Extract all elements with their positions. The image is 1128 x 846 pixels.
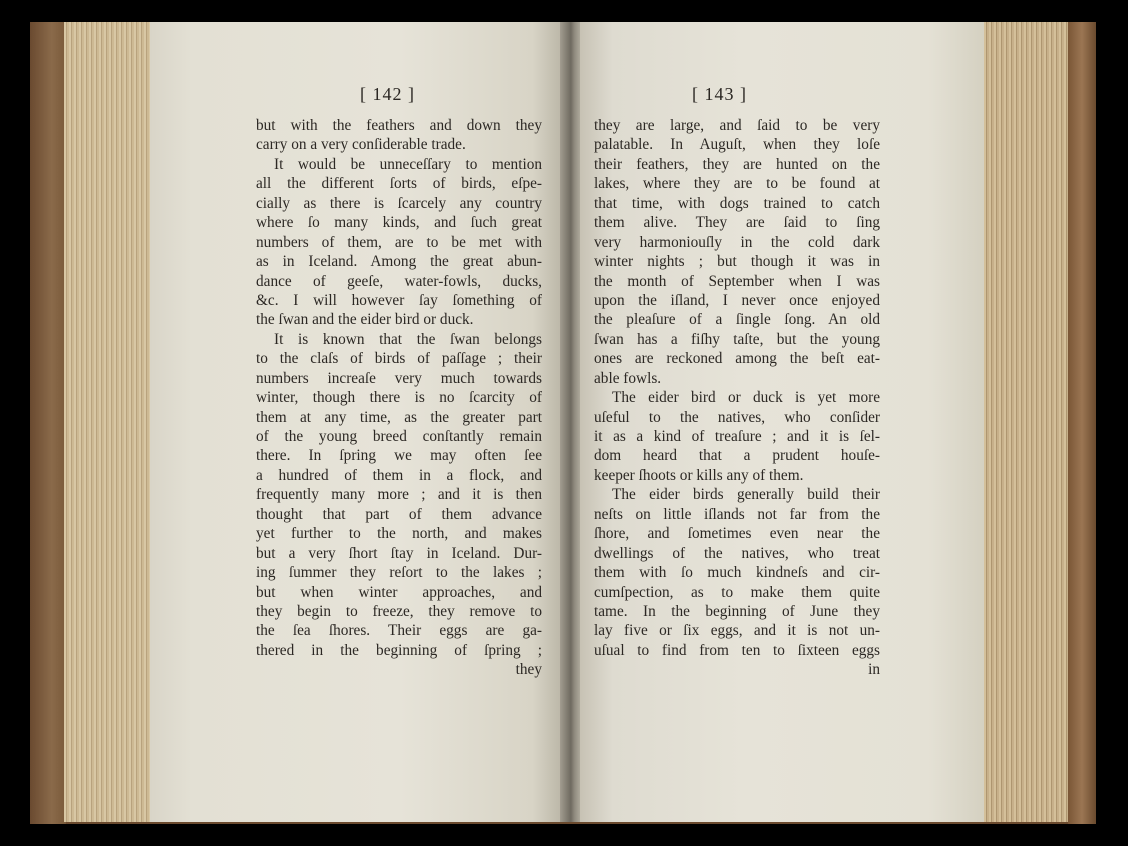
- right-line-2: palatable. In Auguſt, when they loſe: [594, 136, 880, 154]
- left-page-text: [256, 116, 542, 680]
- right-line-15: The eider bird or duck is yet more: [612, 389, 880, 407]
- left-line-12: It is known that the ſwan belongs: [274, 330, 542, 348]
- left-line-14: numbers increaſe very much towards: [256, 369, 542, 387]
- right-line-9: the month of September when I was: [594, 272, 880, 290]
- left-line-2: carry on a very conſiderable trade.: [256, 136, 466, 154]
- left-page-number: [ 142 ]: [360, 84, 415, 104]
- right-line-22: ſhore, and ſometimes even near the: [594, 525, 880, 543]
- right-line-20: The eider birds generally build their: [612, 486, 880, 504]
- right-line-4: lakes, where they are to be found at: [594, 175, 880, 193]
- right-line-14: able fowls.: [594, 369, 662, 387]
- right-line-7: very harmoniouſly in the cold dark: [594, 233, 880, 251]
- left-line-10: &c. I will however ſay ſomething of: [256, 291, 542, 309]
- right-line-6: them alive. They are ſaid to ſing: [594, 214, 880, 232]
- right-line-28: uſual to find from ten to ſixteen eggs: [594, 641, 880, 659]
- left-line-27: the ſea ſhores. Their eggs are ga-: [256, 622, 542, 640]
- left-line-18: there. In ſpring we may often ſee: [256, 447, 542, 465]
- right-line-10: upon the iſland, I never once enjoyed: [594, 291, 880, 309]
- left-line-13: to the claſs of birds of paſſage ; their: [256, 350, 542, 368]
- left-line-4: all the different ſorts of birds, eſpe-: [256, 175, 542, 193]
- right-line-21: neſts on little iſlands not far from the: [594, 505, 880, 523]
- left-line-28: thered in the beginning of ſpring ;: [256, 641, 542, 659]
- left-line-17: of the young breed conſtantly remain: [256, 428, 542, 445]
- right-line-25: cumſpection, as to make them quite: [594, 583, 880, 601]
- right-cover-edge: [1068, 22, 1096, 824]
- left-line-9: dance of geeſe, water-fowls, ducks,: [256, 272, 542, 290]
- right-line-27: lay five or ſix eggs, and it is not un-: [594, 622, 880, 640]
- left-line-3: It would be unneceſſary to mention: [274, 155, 542, 173]
- left-line-21: thought that part of them advance: [256, 505, 542, 523]
- left-line-24: ing ſummer they reſort to the lakes ;: [256, 564, 542, 582]
- right-line-12: ſwan has a fiſhy taſte, but the young: [594, 330, 880, 348]
- right-page-text: [594, 116, 880, 680]
- left-line-6: where ſo many kinds, and ſuch great: [256, 214, 542, 232]
- left-line-15: winter, though there is no ſcarcity of: [256, 389, 542, 407]
- left-cover-edge: [30, 22, 66, 824]
- right-line-18: dom heard that a prudent houſe-: [594, 447, 880, 465]
- right-line-3: their feathers, they are hunted on the: [594, 155, 880, 173]
- right-line-19: keeper ſhoots or kills any of them.: [594, 466, 804, 484]
- left-line-19: a hundred of them in a flock, and: [256, 466, 542, 484]
- left-line-5: cially as there is ſcarcely any country: [256, 194, 542, 212]
- right-line-24: them with ſo much kindneſs and cir-: [594, 564, 880, 582]
- right-line-26: tame. In the beginning of June they: [594, 602, 880, 620]
- right-line-1: they are large, and ſaid to be very: [594, 117, 880, 134]
- right-line-23: dwellings of the natives, who treat: [594, 544, 880, 562]
- left-line-20: frequently many more ; and it is then: [256, 486, 542, 504]
- left-line-16: them at any time, as the greater part: [256, 408, 542, 426]
- left-line-8: as in Iceland. Among the great abun-: [256, 253, 542, 271]
- left-line-1: but with the feathers and down they: [256, 117, 542, 134]
- left-line-11: the ſwan and the eider bird or duck.: [256, 311, 474, 329]
- left-line-22: yet further to the north, and makes: [256, 525, 542, 543]
- right-line-17: it as a kind of treaſure ; and it is ſel-: [594, 428, 880, 445]
- right-line-8: winter nights ; but though it was in: [594, 253, 880, 271]
- right-page-number: [ 143 ]: [692, 84, 747, 104]
- right-line-13: ones are reckoned among the beſt eat-: [594, 350, 880, 368]
- right-line-11: the pleaſure of a ſingle ſong. An old: [594, 311, 880, 329]
- left-line-26: they begin to freeze, they remove to: [256, 602, 542, 620]
- left-line-23: but a very ſhort ſtay in Iceland. Dur-: [256, 544, 542, 562]
- left-line-25: but when winter approaches, and: [256, 583, 542, 601]
- right-line-16: uſeful to the natives, who conſider: [594, 408, 880, 426]
- right-page-edges: [984, 22, 1074, 822]
- right-line-5: that time, with dogs trained to catch: [594, 194, 880, 212]
- right-catchword: in: [868, 661, 880, 679]
- left-line-7: numbers of them, are to be met with: [256, 233, 542, 251]
- left-page-edges: [64, 22, 156, 822]
- left-catchword: they: [515, 661, 542, 679]
